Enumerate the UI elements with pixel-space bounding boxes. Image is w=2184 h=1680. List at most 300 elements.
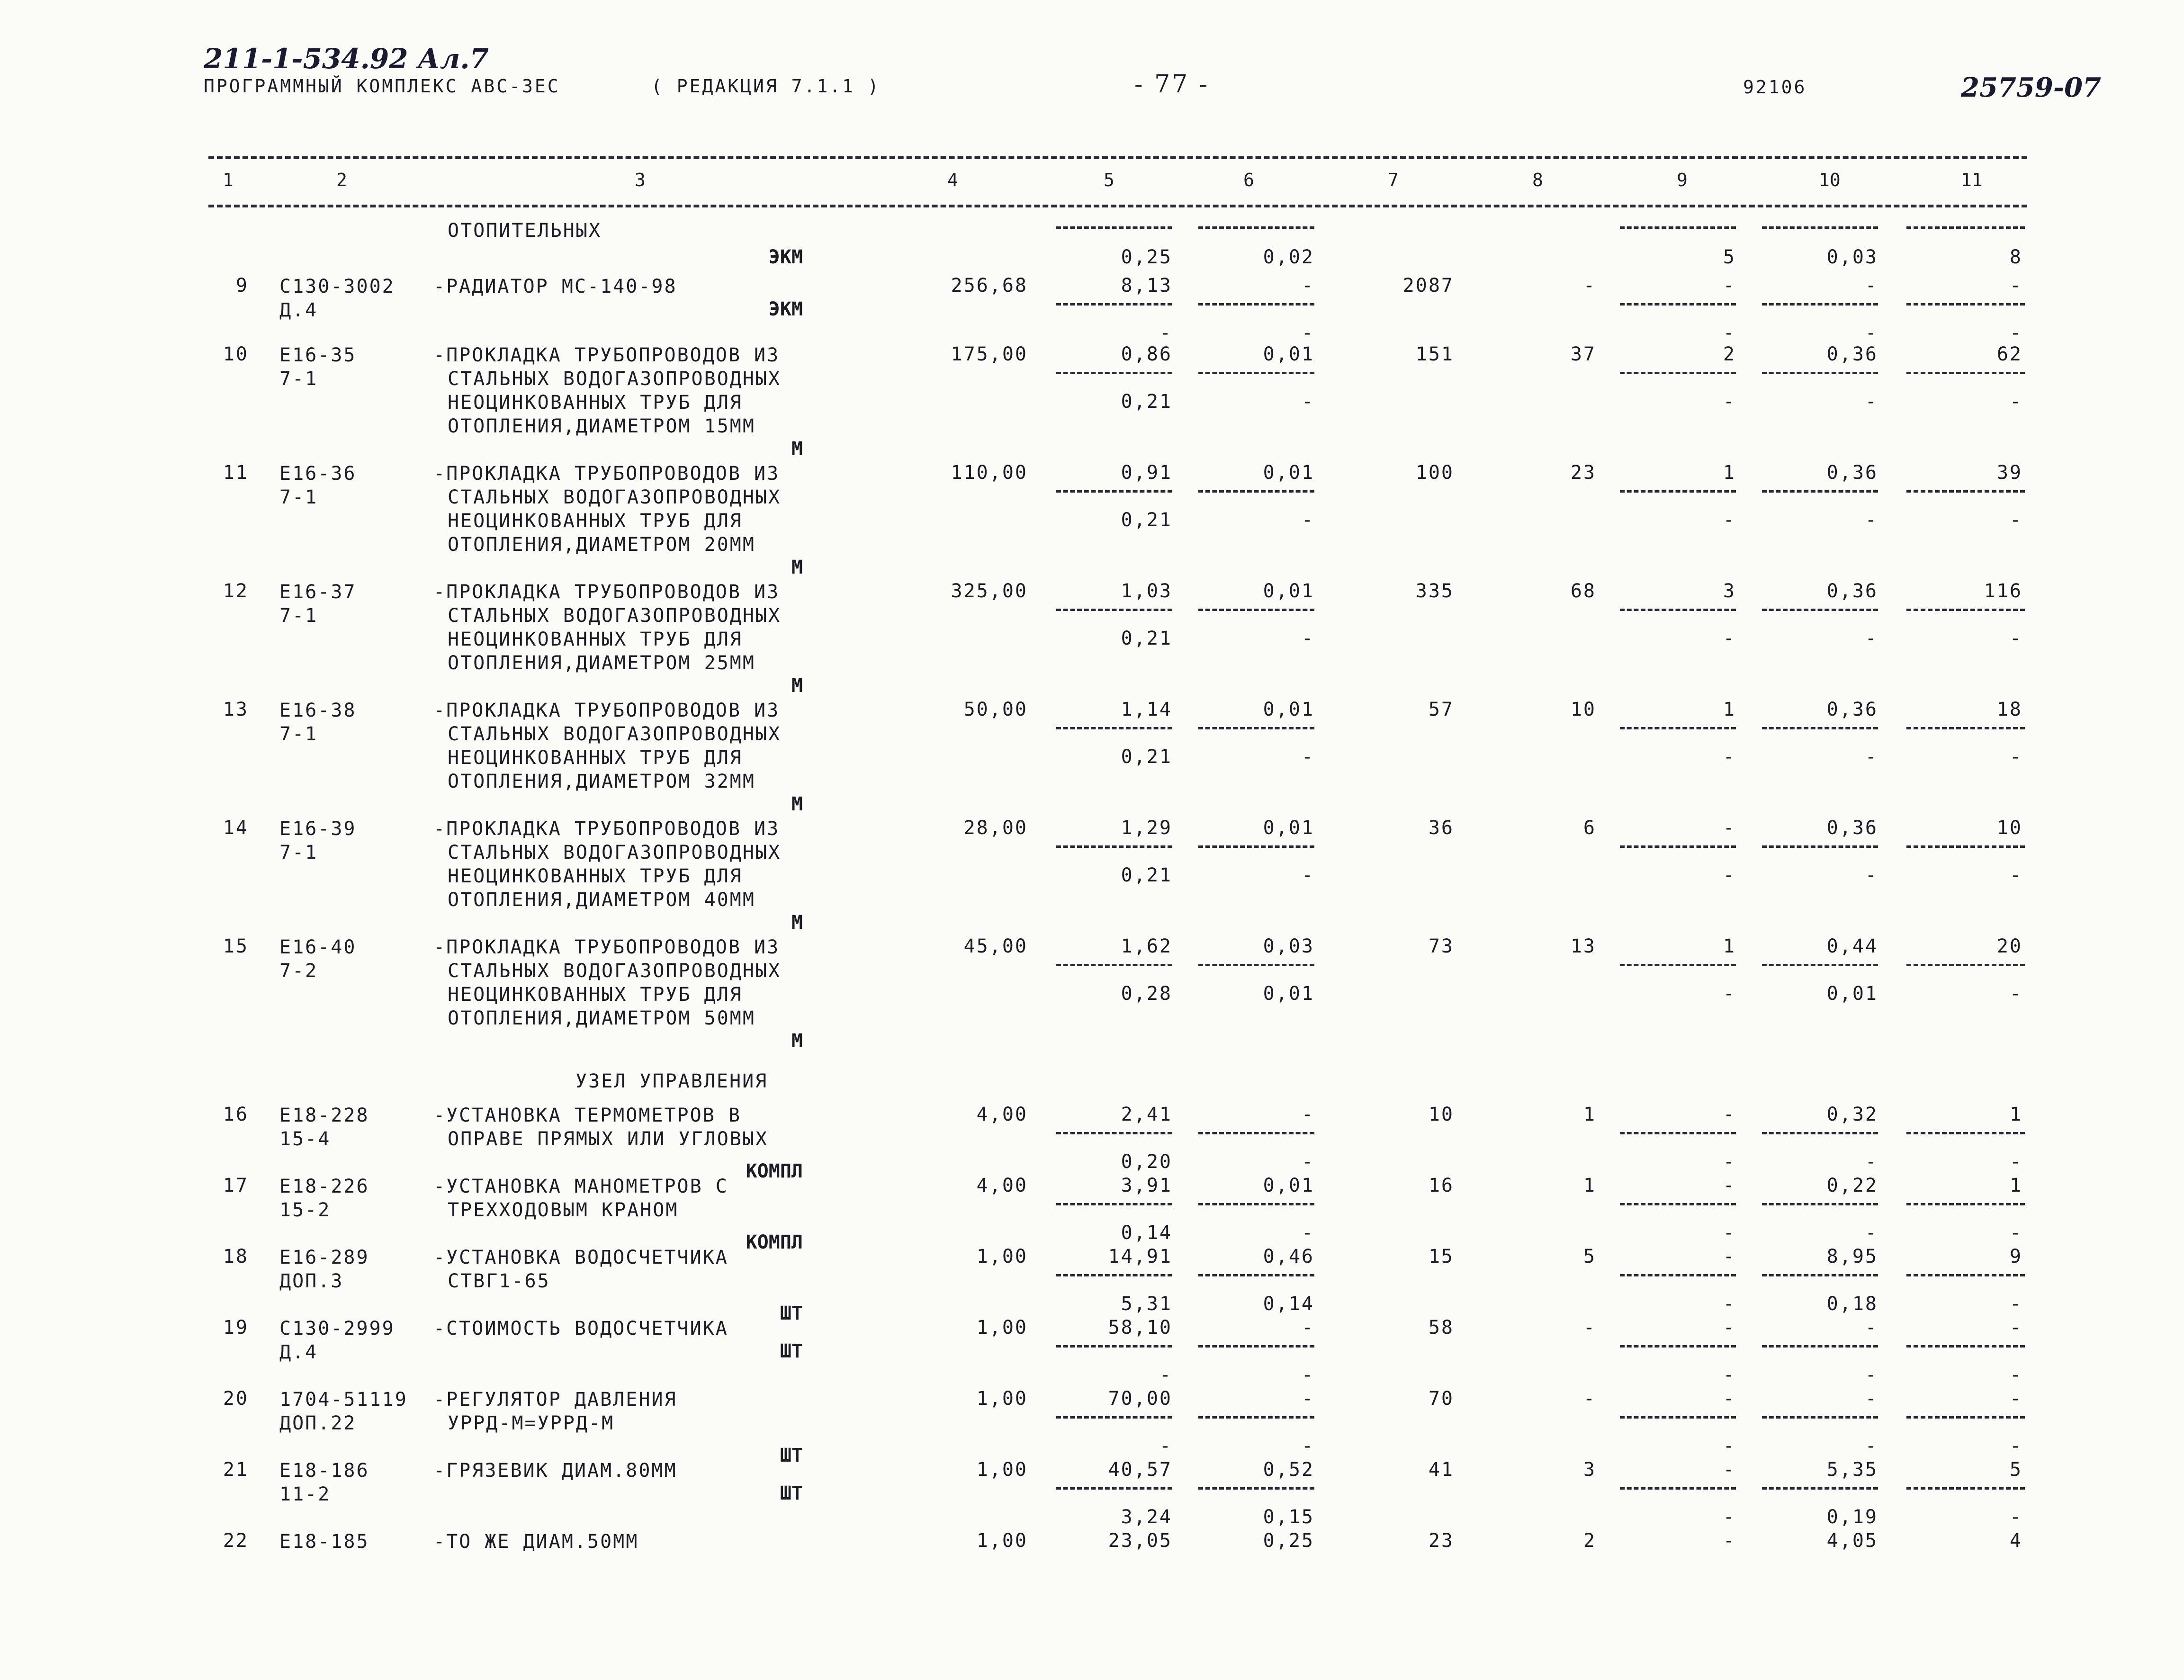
- cost-c6: -: [1301, 1317, 1314, 1339]
- cost-c6: -: [1301, 1104, 1314, 1125]
- dashed-separator: [1198, 303, 1314, 305]
- work-description: НЕОЦИНКОВАННЫХ ТРУБ ДЛЯ: [448, 629, 743, 650]
- row-number: 19: [223, 1317, 249, 1339]
- total-cost-bottom: -: [2009, 1435, 2022, 1457]
- cost-c8: 68: [1570, 580, 1596, 602]
- column-number: 1: [223, 170, 234, 190]
- total-cost-bottom: -: [1723, 983, 1736, 1005]
- dashed-separator: [1056, 490, 1172, 493]
- quantity: 1,00: [976, 1459, 1028, 1481]
- unit-label: ШТ: [780, 1482, 803, 1504]
- cost-c11: 18: [1996, 699, 2022, 720]
- dashed-separator: [1620, 1487, 1736, 1490]
- cost-c10: -: [1865, 275, 1878, 296]
- dashed-separator: [1762, 845, 1878, 848]
- resource-subcode: ДОП.3: [279, 1270, 344, 1292]
- total-cost-bottom: -: [1865, 1222, 1878, 1244]
- column-number: 3: [635, 170, 646, 190]
- unit-cost-bottom: -: [1301, 628, 1314, 649]
- cost-c11: 1: [2009, 1175, 2022, 1196]
- cost-c9: -: [1723, 1388, 1736, 1410]
- total-cost-bottom: -: [1865, 864, 1878, 886]
- cost-c5: 40,57: [1108, 1459, 1172, 1481]
- dashed-separator: [1056, 727, 1172, 729]
- work-description: НЕОЦИНКОВАННЫХ ТРУБ ДЛЯ: [448, 984, 743, 1006]
- program-name: ПРОГРАММНЫЙ КОМПЛЕКС АВС-ЗЕС: [204, 76, 560, 97]
- dashed-separator: [1906, 1203, 2025, 1205]
- cost-c7: 73: [1428, 935, 1454, 957]
- total-cost-bottom: 0,01: [1826, 983, 1878, 1005]
- unit-cost-bottom: 5,31: [1121, 1293, 1172, 1315]
- cost-c9: 2: [1723, 343, 1736, 365]
- cost-c5: 8,13: [1121, 275, 1172, 296]
- cost-c8: 23: [1570, 462, 1596, 484]
- cost-c5: 1,62: [1121, 935, 1172, 957]
- total-cost-bottom: -: [1865, 746, 1878, 768]
- cost-c9: -: [1723, 1246, 1736, 1267]
- quantity: 110,00: [951, 462, 1028, 484]
- cost-c7: 41: [1428, 1459, 1454, 1481]
- total-cost-bottom: -: [1865, 1151, 1878, 1173]
- cost-c8: 10: [1570, 699, 1596, 720]
- cost-c11: -: [2009, 275, 2022, 296]
- cost-c7: 57: [1428, 699, 1454, 720]
- dashed-separator: [1056, 226, 1172, 229]
- cost-c7: 151: [1415, 343, 1454, 365]
- work-description: -ПРОКЛАДКА ТРУБОПРОВОДОВ ИЗ: [433, 581, 780, 603]
- work-description: -ПРОКЛАДКА ТРУБОПРОВОДОВ ИЗ: [433, 344, 780, 366]
- dashed-separator: [1620, 1132, 1736, 1134]
- row-number: 11: [223, 462, 249, 484]
- column-number: 7: [1388, 170, 1399, 190]
- total-cost-bottom: -: [1865, 1435, 1878, 1457]
- dashed-separator: [1906, 964, 2025, 966]
- cost-c6: 0,01: [1263, 580, 1314, 602]
- dashed-separator: [1762, 609, 1878, 611]
- cost-c9: -: [1723, 1317, 1736, 1339]
- total-cost-bottom: -: [1865, 628, 1878, 649]
- dashed-separator: [1198, 372, 1314, 374]
- resource-code: Е18-185: [279, 1531, 369, 1553]
- dashed-separator: [1198, 1132, 1314, 1134]
- cost-c6: 0,01: [1263, 1175, 1314, 1196]
- total-cost-bottom: -: [1865, 509, 1878, 531]
- total-cost-bottom: -: [1723, 391, 1736, 413]
- work-description: НЕОЦИНКОВАННЫХ ТРУБ ДЛЯ: [448, 865, 743, 887]
- cost-c5: 0,91: [1121, 462, 1172, 484]
- dashed-separator: [1056, 1487, 1172, 1490]
- cost-c5: 1,29: [1121, 817, 1172, 839]
- column-number: 10: [1819, 170, 1841, 190]
- cost-c6: 0,46: [1263, 1246, 1314, 1267]
- unit-label: ЭКМ: [768, 246, 803, 268]
- unit-cost-bottom: 0,21: [1121, 746, 1172, 768]
- row-number: 20: [223, 1388, 249, 1410]
- work-description: ОТОПЛЕНИЯ,ДИАМЕТРОМ 20ММ: [448, 534, 755, 556]
- resource-code: С130-2999: [279, 1318, 395, 1339]
- cost-c11: 62: [1996, 343, 2022, 365]
- cost-c9: 3: [1723, 580, 1736, 602]
- cost-c9: -: [1723, 1459, 1736, 1481]
- unit-cost-bottom: -: [1159, 1364, 1172, 1386]
- edition: ( РЕДАКЦИЯ 7.1.1 ): [651, 76, 881, 97]
- cost-c10: 8,95: [1826, 1246, 1878, 1267]
- total-cost-bottom: -: [1865, 1364, 1878, 1386]
- cost-c5: 1,14: [1121, 699, 1172, 720]
- total-cost-bottom: -: [1865, 322, 1878, 344]
- cost-c6: 0,52: [1263, 1459, 1314, 1481]
- resource-code: Е16-36: [279, 463, 357, 485]
- dashed-separator: [1620, 1203, 1736, 1205]
- total-cost-bottom: -: [2009, 628, 2022, 649]
- dashed-separator: [1056, 1416, 1172, 1419]
- unit-label: М: [791, 912, 803, 934]
- dashed-separator: [1906, 727, 2025, 729]
- work-description: -ПРОКЛАДКА ТРУБОПРОВОДОВ ИЗ: [433, 700, 780, 721]
- unit-cost-bottom: 0,21: [1121, 391, 1172, 413]
- dashed-separator: [1620, 1274, 1736, 1276]
- total-cost-top: 0,03: [1826, 246, 1878, 268]
- cost-c9: -: [1723, 1530, 1736, 1552]
- dashed-separator: [1762, 303, 1878, 305]
- cost-c10: 0,36: [1826, 462, 1878, 484]
- dashed-separator: [1762, 1416, 1878, 1419]
- total-cost-bottom: -: [2009, 864, 2022, 886]
- cost-c8: 1: [1583, 1175, 1596, 1196]
- cost-c6: 0,01: [1263, 462, 1314, 484]
- resource-code: С130-3002: [279, 276, 395, 297]
- quantity: 1,00: [976, 1317, 1028, 1339]
- cost-c7: 70: [1428, 1388, 1454, 1410]
- cost-c7: 58: [1428, 1317, 1454, 1339]
- unit-cost-bottom: 0,28: [1121, 983, 1172, 1005]
- work-description: -УСТАНОВКА ТЕРМОМЕТРОВ В: [433, 1105, 741, 1126]
- total-cost-bottom: -: [1723, 1435, 1736, 1457]
- work-description: ТРЕХХОДОВЫМ КРАНОМ: [448, 1199, 679, 1221]
- unit-cost-bottom: 0,14: [1121, 1222, 1172, 1244]
- dashed-separator: [1906, 845, 2025, 848]
- resource-subcode: 7-1: [279, 723, 318, 745]
- total-cost-bottom: -: [2009, 391, 2022, 413]
- resource-code: Е16-38: [279, 700, 357, 721]
- cost-c11: 10: [1996, 817, 2022, 839]
- cost-c10: 0,36: [1826, 343, 1878, 365]
- dashed-separator: [1906, 1274, 2025, 1276]
- cost-c10: 5,35: [1826, 1459, 1878, 1481]
- cost-c8: 2: [1583, 1530, 1596, 1552]
- cost-c7: 2087: [1402, 275, 1454, 296]
- cost-c8: -: [1583, 275, 1596, 296]
- quantity: 45,00: [963, 935, 1028, 957]
- dashed-separator: [1762, 226, 1878, 229]
- cost-c5: 3,91: [1121, 1175, 1172, 1196]
- column-number: 11: [1961, 170, 1983, 190]
- work-description: СТАЛЬНЫХ ВОДОГАЗОПРОВОДНЫХ: [448, 960, 782, 982]
- dashed-separator: [1056, 1345, 1172, 1348]
- cost-c11: 4: [2009, 1530, 2022, 1552]
- work-description: СТАЛЬНЫХ ВОДОГАЗОПРОВОДНЫХ: [448, 842, 782, 863]
- cost-c10: 0,22: [1826, 1175, 1878, 1196]
- dashed-separator: [1198, 490, 1314, 493]
- work-description: ОТОПЛЕНИЯ,ДИАМЕТРОМ 50ММ: [448, 1007, 755, 1029]
- dashed-separator: [1198, 727, 1314, 729]
- quantity: 4,00: [976, 1175, 1028, 1196]
- dashed-separator: [1906, 1416, 2025, 1419]
- cost-c11: 5: [2009, 1459, 2022, 1481]
- row-number: 9: [235, 275, 249, 296]
- work-description: -УСТАНОВКА МАНОМЕТРОВ С: [433, 1176, 728, 1197]
- unit-cost-bottom: 0,14: [1263, 1293, 1314, 1315]
- dashed-separator: [1762, 727, 1878, 729]
- dashed-separator: [1906, 1345, 2025, 1348]
- dashed-separator: [1620, 372, 1736, 374]
- resource-code: Е16-39: [279, 818, 357, 840]
- cost-c7: 36: [1428, 817, 1454, 839]
- cost-c6: 0,03: [1263, 935, 1314, 957]
- total-cost-bottom: 0,19: [1826, 1506, 1878, 1528]
- unit-label: М: [791, 675, 803, 697]
- cost-c10: 0,44: [1826, 935, 1878, 957]
- unit-label: М: [791, 557, 803, 578]
- dashed-separator: [1620, 303, 1736, 305]
- cost-c7: 16: [1428, 1175, 1454, 1196]
- unit-cost-top: 0,02: [1263, 246, 1314, 268]
- total-cost-bottom: -: [2009, 1506, 2022, 1528]
- row-number: 14: [223, 817, 249, 839]
- cost-c8: 13: [1570, 935, 1596, 957]
- dashed-separator: [1198, 609, 1314, 611]
- dashed-separator: [1056, 372, 1172, 374]
- work-description: -ПРОКЛАДКА ТРУБОПРОВОДОВ ИЗ: [433, 463, 780, 485]
- total-cost-bottom: -: [2009, 746, 2022, 768]
- unit-cost-bottom: -: [1159, 322, 1172, 344]
- unit-cost-bottom: 0,21: [1121, 628, 1172, 649]
- cost-c10: -: [1865, 1388, 1878, 1410]
- resource-subcode: Д.4: [279, 299, 318, 321]
- dashed-separator: [1056, 845, 1172, 848]
- column-number: 9: [1677, 170, 1688, 190]
- table-top-rule: [208, 156, 2027, 159]
- total-cost-bottom: 0,18: [1826, 1293, 1878, 1315]
- work-description: -РАДИАТОР МС-140-98: [433, 276, 677, 297]
- dashed-separator: [1620, 226, 1736, 229]
- unit-label: КОМПЛ: [746, 1231, 803, 1253]
- total-cost-bottom: -: [2009, 509, 2022, 531]
- cost-c6: 0,01: [1263, 817, 1314, 839]
- total-cost-bottom: -: [1723, 864, 1736, 886]
- total-cost-bottom: -: [1723, 322, 1736, 344]
- dashed-separator: [1762, 964, 1878, 966]
- work-description: ОТОПЛЕНИЯ,ДИАМЕТРОМ 40ММ: [448, 889, 755, 911]
- quantity: 256,68: [951, 275, 1028, 296]
- unit-cost-bottom: -: [1159, 1435, 1172, 1457]
- resource-code: Е16-35: [279, 344, 357, 366]
- total-cost-bottom: -: [1723, 1222, 1736, 1244]
- cost-c5: 23,05: [1108, 1530, 1172, 1552]
- cost-c8: 1: [1583, 1104, 1596, 1125]
- resource-subcode: 15-4: [279, 1128, 331, 1150]
- resource-subcode: ДОП.22: [279, 1412, 357, 1434]
- resource-subcode: 7-2: [279, 960, 318, 982]
- unit-cost-top: 0,25: [1121, 246, 1172, 268]
- cost-c5: 2,41: [1121, 1104, 1172, 1125]
- cost-c8: 37: [1570, 343, 1596, 365]
- unit-label: ШТ: [780, 1303, 803, 1324]
- resource-code: Е18-226: [279, 1176, 369, 1197]
- work-description: СТАЛЬНЫХ ВОДОГАЗОПРОВОДНЫХ: [448, 605, 782, 627]
- total-cost-bottom: -: [1723, 1506, 1736, 1528]
- dashed-separator: [1620, 490, 1736, 493]
- work-description: НЕОЦИНКОВАННЫХ ТРУБ ДЛЯ: [448, 510, 743, 532]
- cost-c9: -: [1723, 275, 1736, 296]
- cost-c9: -: [1723, 1104, 1736, 1125]
- cost-c8: 5: [1583, 1246, 1596, 1267]
- total-cost-top: 5: [1723, 246, 1736, 268]
- cost-c9: 1: [1723, 699, 1736, 720]
- column-number: 4: [947, 170, 958, 190]
- dashed-separator: [1198, 1345, 1314, 1348]
- cost-c10: -: [1865, 1317, 1878, 1339]
- table-header-rule: [208, 205, 2027, 207]
- work-description: ОТОПЛЕНИЯ,ДИАМЕТРОМ 15ММ: [448, 415, 755, 437]
- section-heading: ОТОПИТЕЛЬНЫХ: [448, 220, 602, 242]
- cost-c10: 0,36: [1826, 580, 1878, 602]
- quantity: 28,00: [963, 817, 1028, 839]
- cost-c8: -: [1583, 1388, 1596, 1410]
- total-cost-bottom: -: [1723, 628, 1736, 649]
- cost-c10: 4,05: [1826, 1530, 1878, 1552]
- total-cost-bottom: -: [1865, 391, 1878, 413]
- resource-subcode: 11-2: [279, 1483, 331, 1505]
- cost-c6: -: [1301, 1388, 1314, 1410]
- unit-cost-bottom: -: [1301, 322, 1314, 344]
- resource-subcode: 7-1: [279, 842, 318, 863]
- cost-c10: 0,32: [1826, 1104, 1878, 1125]
- cost-c11: -: [2009, 1317, 2022, 1339]
- total-cost-bottom: -: [1723, 746, 1736, 768]
- resource-code: 1704-51119: [279, 1389, 408, 1410]
- doc-code: 211-1-534.92 Ал.7: [204, 43, 489, 75]
- resource-subcode: Д.4: [279, 1341, 318, 1363]
- total-cost-top: 8: [2009, 246, 2022, 268]
- unit-cost-bottom: -: [1301, 1222, 1314, 1244]
- cost-c6: -: [1301, 275, 1314, 296]
- dashed-separator: [1762, 372, 1878, 374]
- quantity: 1,00: [976, 1530, 1028, 1552]
- unit-label: М: [791, 438, 803, 460]
- row-number: 21: [223, 1459, 249, 1481]
- cost-c11: 1: [2009, 1104, 2022, 1125]
- quantity: 1,00: [976, 1246, 1028, 1267]
- total-cost-bottom: -: [1723, 1293, 1736, 1315]
- row-number: 22: [223, 1530, 249, 1552]
- unit-label: М: [791, 793, 803, 815]
- column-number: 2: [336, 170, 347, 190]
- code-number: 92106: [1743, 77, 1807, 98]
- dashed-separator: [1762, 1203, 1878, 1205]
- section-heading: УЗЕЛ УПРАВЛЕНИЯ: [575, 1070, 768, 1092]
- cost-c7: 15: [1428, 1246, 1454, 1267]
- cost-c8: -: [1583, 1317, 1596, 1339]
- dashed-separator: [1198, 1203, 1314, 1205]
- total-cost-bottom: -: [2009, 1293, 2022, 1315]
- resource-code: Е16-289: [279, 1247, 369, 1268]
- unit-cost-bottom: -: [1301, 864, 1314, 886]
- row-number: 17: [223, 1175, 249, 1196]
- unit-cost-bottom: -: [1301, 746, 1314, 768]
- resource-subcode: 7-1: [279, 605, 318, 627]
- total-cost-bottom: -: [2009, 1151, 2022, 1173]
- row-number: 15: [223, 935, 249, 957]
- cost-c5: 1,03: [1121, 580, 1172, 602]
- cost-c6: 0,01: [1263, 343, 1314, 365]
- column-number: 6: [1243, 170, 1254, 190]
- cost-c11: 39: [1996, 462, 2022, 484]
- resource-subcode: 7-1: [279, 368, 318, 390]
- total-cost-bottom: -: [2009, 322, 2022, 344]
- dashed-separator: [1620, 845, 1736, 848]
- resource-subcode: 7-1: [279, 486, 318, 508]
- dashed-separator: [1056, 303, 1172, 305]
- work-description: -ПРОКЛАДКА ТРУБОПРОВОДОВ ИЗ: [433, 818, 780, 840]
- dashed-separator: [1056, 1203, 1172, 1205]
- dashed-separator: [1198, 964, 1314, 966]
- cost-c8: 6: [1583, 817, 1596, 839]
- cost-c11: 9: [2009, 1246, 2022, 1267]
- dashed-separator: [1620, 1416, 1736, 1419]
- work-description: СТАЛЬНЫХ ВОДОГАЗОПРОВОДНЫХ: [448, 723, 782, 745]
- cost-c7: 23: [1428, 1530, 1454, 1552]
- cost-c6: 0,01: [1263, 699, 1314, 720]
- cost-c5: 0,86: [1121, 343, 1172, 365]
- unit-cost-bottom: -: [1301, 1151, 1314, 1173]
- quantity: 50,00: [963, 699, 1028, 720]
- column-number-row: [208, 170, 2027, 198]
- unit-cost-bottom: -: [1301, 1364, 1314, 1386]
- work-description: НЕОЦИНКОВАННЫХ ТРУБ ДЛЯ: [448, 747, 743, 769]
- dashed-separator: [1762, 1345, 1878, 1348]
- total-cost-bottom: -: [2009, 1222, 2022, 1244]
- unit-label: ШТ: [780, 1445, 803, 1466]
- work-description: -ГРЯЗЕВИК ДИАМ.80ММ: [433, 1460, 677, 1482]
- row-number: 16: [223, 1104, 249, 1125]
- dashed-separator: [1762, 1487, 1878, 1490]
- dashed-separator: [1620, 964, 1736, 966]
- work-description: НЕОЦИНКОВАННЫХ ТРУБ ДЛЯ: [448, 392, 743, 413]
- dashed-separator: [1620, 609, 1736, 611]
- total-cost-bottom: -: [2009, 1364, 2022, 1386]
- work-description: -РЕГУЛЯТОР ДАВЛЕНИЯ: [433, 1389, 677, 1410]
- dashed-separator: [1198, 845, 1314, 848]
- total-cost-bottom: -: [2009, 983, 2022, 1005]
- quantity: 175,00: [951, 343, 1028, 365]
- row-number: 12: [223, 580, 249, 602]
- dashed-separator: [1056, 964, 1172, 966]
- cost-c9: 1: [1723, 462, 1736, 484]
- cost-c7: 100: [1415, 462, 1454, 484]
- cost-c7: 335: [1415, 580, 1454, 602]
- work-description: УРРД-М=УРРД-М: [448, 1412, 615, 1434]
- total-cost-bottom: -: [1723, 509, 1736, 531]
- dashed-separator: [1198, 226, 1314, 229]
- unit-cost-bottom: 0,20: [1121, 1151, 1172, 1173]
- work-description: -СТОИМОСТЬ ВОДОСЧЕТЧИКА: [433, 1318, 728, 1339]
- work-description: -ТО ЖЕ ДИАМ.50ММ: [433, 1531, 639, 1553]
- row-number: 13: [223, 699, 249, 720]
- quantity: 4,00: [976, 1104, 1028, 1125]
- dashed-separator: [1620, 1345, 1736, 1348]
- dashed-separator: [1198, 1416, 1314, 1419]
